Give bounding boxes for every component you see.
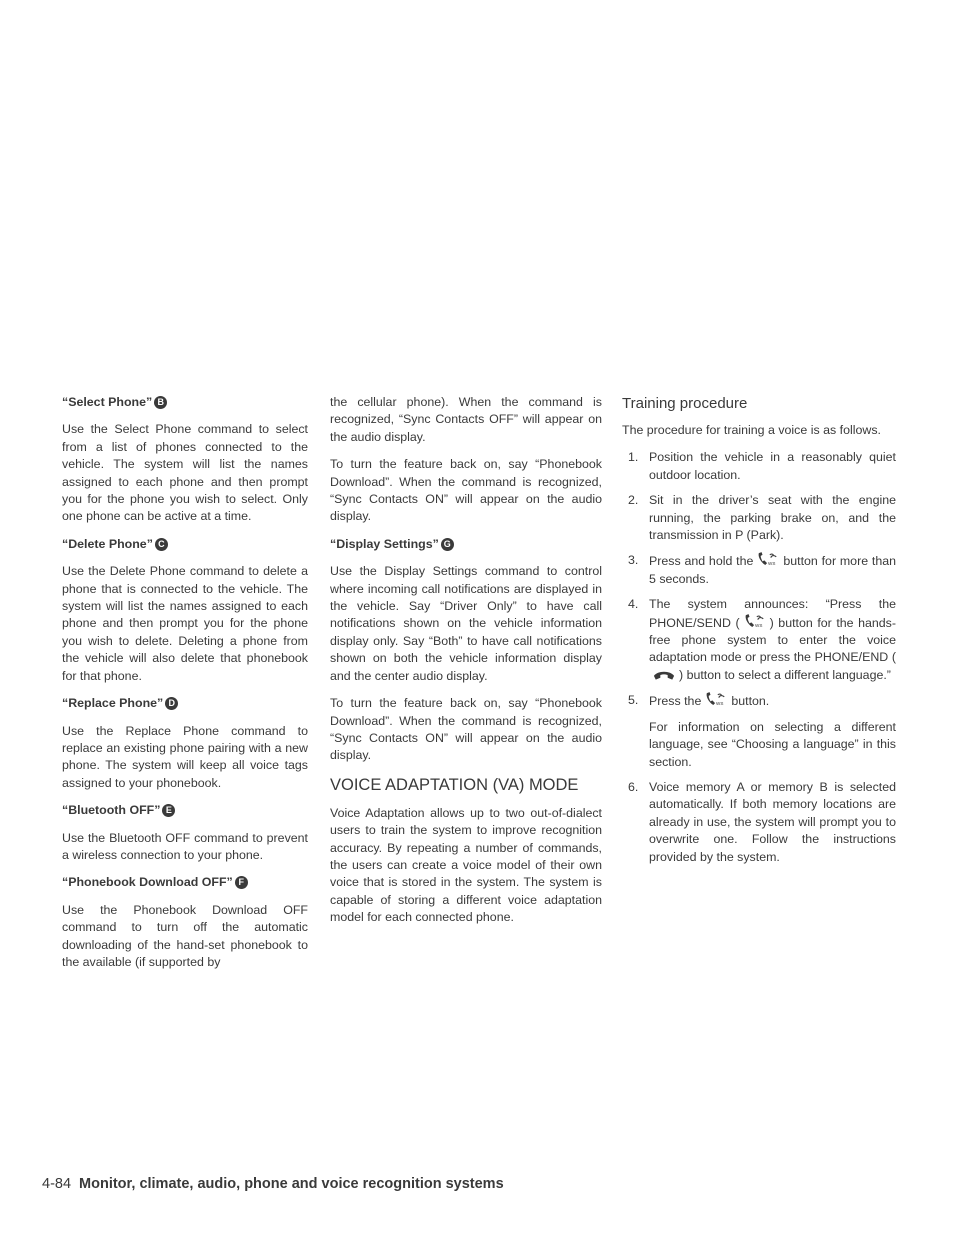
step-3: 3. Press and hold the button for more than 5 seconds. xyxy=(628,553,896,586)
replace-phone-heading: “Replace Phone” D xyxy=(62,695,308,712)
delete-phone-body: Use the Delete Phone command to delete a phone that is connected to the vehicle. The system will list the names assigned to each phone and then prompt you for the phone you wish to delete. Deleting a phone from the vehicle will also delete that phonebook for that phone. xyxy=(62,564,308,683)
step-2: 2. Sit in the driver’s seat with the engine running, the parking brake on, and the transmission in P (Park). xyxy=(628,493,896,543)
right-column xyxy=(622,394,896,874)
bluetooth-off-heading: “Bluetooth OFF” E xyxy=(62,802,308,819)
display-settings-body-2: To turn the feature back on, say “Phonebook Download”. When the command is recognized, “Sync Contacts ON” will appear on the audio display. xyxy=(330,696,602,763)
callout-d-badge: D xyxy=(165,697,178,710)
step-4: 4. The system announces: “Press the PHONE/SEND ( ) button for the hands-free phone system to enter the voice adaptation mode or press the PHONE/END () button to select a different language.” xyxy=(628,597,897,682)
page-footer xyxy=(42,1176,504,1192)
step-5: 5. Press the button. xyxy=(628,693,770,709)
phone-send-icon xyxy=(744,614,766,629)
va-mode-body: Voice Adaptation allows up to two out-of-dialect users to train the system to improve recognition accuracy. By repeating a number of commands, the users can create a voice model of their own voice that is stored in the system. The system is capable of storing a different voice adaptation model for each connected phone. xyxy=(330,805,602,925)
display-settings-heading: “Display Settings” G xyxy=(330,536,602,553)
select-phone-body: Use the Select Phone command to select from a list of phones connected to the vehicle. The system will list the names assigned to each phone and then prompt you for the phone you wish to select. Only one phone can be active at a time. xyxy=(62,422,308,524)
phone-end-icon xyxy=(653,669,675,681)
step-1: 1. Position the vehicle in a reasonably quiet outdoor location. xyxy=(628,450,896,482)
callout-c-badge: C xyxy=(155,538,168,551)
select-phone-heading: “Select Phone” B xyxy=(62,394,308,411)
phonebook-download-off-body: Use the Phonebook Download OFF command to turn off the automatic downloading of the hand-set phonebook to the available (if supported by xyxy=(62,902,308,969)
callout-f-badge: F xyxy=(235,876,248,889)
callout-b-badge: B xyxy=(154,396,167,409)
continuation-paragraph: the cellular phone). When the command is recognized, “Sync Contacts OFF” will appear on the audio display. xyxy=(330,395,602,444)
left-column xyxy=(62,394,308,981)
bluetooth-off-body: Use the Bluetooth OFF command to prevent a wireless connection to your phone. xyxy=(62,830,308,862)
phone-send-icon xyxy=(705,692,727,707)
page-number: 4-84 xyxy=(42,1176,72,1192)
phonebook-download-off-heading: “Phonebook Download OFF” F xyxy=(62,874,308,891)
middle-column xyxy=(330,394,602,937)
chapter-title: Monitor, climate, audio, phone and voice recognition systems xyxy=(79,1176,504,1192)
callout-g-badge: G xyxy=(441,538,454,551)
training-intro: The procedure for training a voice is as follows. xyxy=(622,423,881,437)
replace-phone-body: Use the Replace Phone command to replace an existing phone pairing with a new phone. The system will keep all voice tags assigned to your phonebook. xyxy=(62,723,308,790)
phone-send-icon xyxy=(757,552,779,567)
turn-back-on-paragraph: To turn the feature back on, say “Phonebook Download”. When the command is recognized, “Sync Contacts ON” will appear on the audio display. xyxy=(330,457,602,524)
va-mode-heading: VOICE ADAPTATION (VA) MODE xyxy=(330,775,579,794)
training-procedure-heading: Training procedure xyxy=(622,395,748,412)
delete-phone-heading: “Delete Phone” C xyxy=(62,536,308,553)
callout-e-badge: E xyxy=(162,804,175,817)
step-5-note: For information on selecting a different language, see “Choosing a language” in this section. xyxy=(649,719,896,769)
step-6: 6. Voice memory A or memory B is selected automatically. If both memory locations are already in use, the system will prompt you to overwrite one. Follow the instructions provided by the system. xyxy=(628,779,896,864)
display-settings-body: Use the Display Settings command to control where incoming call notifications are displayed in the vehicle. Say “Driver Only” to have call notifications shown on the vehicle information display only. Say “Both” to have call notifications shown on both the vehicle information display and the center audio display. xyxy=(330,564,602,683)
